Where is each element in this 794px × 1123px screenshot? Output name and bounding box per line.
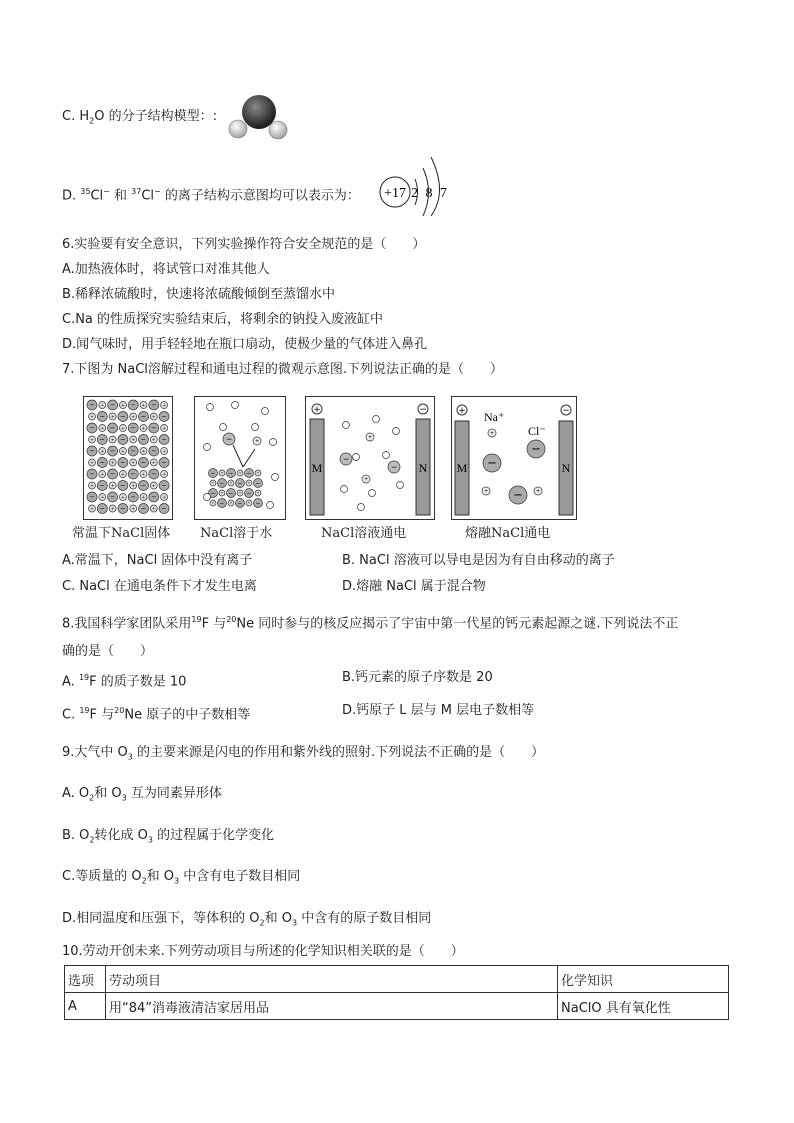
row-a-knowledge: NaClO 具有氧化性 [558, 993, 729, 1020]
svg-text:+: + [120, 495, 125, 501]
panel-solution-electrolysis [305, 396, 435, 520]
svg-text:−: − [109, 424, 116, 432]
svg-text:+: + [458, 406, 466, 416]
water-molecule [207, 404, 214, 411]
svg-text:−: − [161, 458, 167, 467]
dissolving-diagram [195, 397, 285, 519]
svg-text:−: − [120, 504, 126, 513]
q5-option-c [62, 108, 217, 131]
svg-text:+: + [141, 472, 146, 478]
q6-stem: 6.实验要有安全意识，下列实验操作符合安全规范的是（ ） [62, 237, 426, 252]
molten-label-m: M [456, 461, 468, 475]
svg-text:+: + [110, 460, 115, 466]
svg-text:+: + [367, 434, 373, 441]
q8-stem-line1: 8.我国科学家团队采用$^{19}$F 与$^{20}$Ne 同时参与的核反应揭示了宇宙中第一代星的钙元素起源之谜.下列说法不正 [62, 615, 679, 632]
svg-text:−: − [237, 500, 243, 507]
svg-text:+: + [131, 460, 136, 466]
water-molecule [204, 494, 211, 501]
svg-text:−: − [219, 480, 225, 487]
header-chem-knowledge: 化学知识 [558, 966, 729, 993]
q8-option-c: C. $^{19}$F 与$^{20}$Ne 原子的中子数相等 [62, 706, 251, 723]
water-molecule [204, 444, 211, 451]
svg-text:−: − [89, 424, 95, 432]
svg-text:+: + [141, 403, 146, 409]
svg-text:+: + [90, 460, 94, 466]
svg-text:+: + [131, 437, 136, 443]
svg-text:−: − [161, 504, 167, 513]
water-molecule-model [222, 92, 294, 144]
solution-water-molecule [393, 428, 400, 435]
svg-text:−: − [99, 412, 106, 421]
q6-option-d: D.闻气味时，用手轻轻地在瓶口扇动，使极少量的气体进入鼻孔 [62, 337, 428, 352]
header-option: 选项 [65, 966, 106, 993]
row-a-project: 用“84”消毒液清洁家居用品 [106, 993, 558, 1020]
cl-ion-label: Cl⁻ [528, 424, 546, 438]
svg-text:+: + [489, 430, 495, 437]
q6-option-a: A.加热液体时，将试管口对准其他人 [62, 262, 270, 277]
solution-water-molecule [369, 490, 376, 497]
svg-text:−: − [151, 447, 157, 455]
svg-text:−: − [342, 454, 350, 464]
nucleus-charge: +17 [384, 186, 406, 201]
svg-text:+: + [229, 500, 233, 506]
svg-text:−: − [390, 462, 398, 472]
caption-molten: 熔融NaCl通电 [465, 526, 551, 541]
water-molecule [262, 408, 269, 415]
svg-text:−: − [161, 481, 167, 490]
q10-table [64, 965, 729, 1020]
molten-label-n: N [561, 461, 571, 475]
table-row [65, 993, 729, 1020]
panel-molten-electrolysis [451, 396, 577, 520]
q9-option-a: A. $O_2$和 $O_3$ 互为同素异形体 [62, 786, 222, 803]
svg-text:−: − [151, 470, 157, 478]
svg-text:−: − [109, 470, 116, 478]
arrow-1 [233, 445, 243, 467]
svg-text:−: − [130, 447, 136, 455]
svg-text:+: + [100, 449, 105, 455]
svg-text:+: + [151, 483, 156, 489]
q7-option-d: D.熔融 NaCl 属于混合物 [342, 579, 486, 594]
svg-text:+: + [131, 483, 136, 489]
svg-text:+: + [120, 426, 125, 432]
water-molecule [270, 439, 277, 446]
svg-text:−: − [120, 458, 126, 467]
solution-water-molecule [397, 482, 404, 489]
q10-stem: 10.劳动开创未来.下列劳动项目与所述的化学知识相关联的是（ ） [62, 944, 464, 959]
q5-d-suffix: 的离子结构示意图均可以表示为： [160, 188, 360, 204]
q5-d-mass-37: 37 [131, 187, 142, 196]
svg-text:−: − [109, 493, 116, 501]
svg-text:+: + [483, 488, 489, 495]
svg-text:+: + [162, 403, 167, 409]
svg-text:−: − [246, 490, 252, 497]
svg-text:+: + [211, 500, 215, 506]
svg-text:−: − [89, 470, 95, 478]
q9-option-c: C.等质量的 $O_2$和 $O_3$ 中含有电子数目相同 [62, 869, 301, 886]
svg-text:+: + [100, 472, 105, 478]
svg-text:−: − [531, 441, 541, 456]
nacl-lattice [84, 397, 172, 519]
svg-text:+: + [256, 490, 260, 496]
solution-water-molecule [358, 504, 365, 511]
svg-text:−: − [237, 480, 243, 487]
label-n: N [418, 461, 428, 475]
svg-text:−: − [89, 447, 95, 455]
svg-text:+: + [110, 506, 115, 512]
svg-text:−: − [120, 412, 126, 421]
svg-text:+: + [90, 414, 94, 420]
svg-text:−: − [210, 490, 216, 497]
svg-text:+: + [131, 506, 136, 512]
q8-option-b: B.钙元素的原子序数是 20 [342, 670, 493, 685]
svg-text:+: + [110, 437, 115, 443]
water-molecule [252, 424, 259, 431]
svg-text:+: + [120, 403, 125, 409]
svg-text:−: − [130, 401, 136, 409]
q5-d-cl-1: Cl [90, 188, 104, 204]
hydrogen-atom-right [269, 121, 287, 139]
svg-text:+: + [151, 506, 156, 512]
svg-text:+: + [131, 414, 136, 420]
svg-text:+: + [247, 500, 251, 506]
q7-option-a: A.常温下，NaCl 固体中没有离子 [62, 553, 253, 568]
q5-c-suffix: O 的分子结构模型：: [94, 109, 217, 124]
svg-text:+: + [535, 488, 541, 495]
q8-option-d: D.钙原子 L 层与 M 层电子数相等 [342, 703, 535, 718]
svg-text:−: − [130, 493, 136, 501]
svg-text:−: − [151, 401, 157, 409]
svg-text:−: − [89, 401, 95, 409]
q5-c-sub: 2 [89, 116, 95, 126]
q9-stem: 9.大气中 $O_3$ 的主要来源是闪电的作用和紫外线的照射.下列说法不正确的是（ ） [62, 745, 545, 762]
svg-text:−: − [419, 405, 427, 415]
q7-option-c: C. NaCl 在通电条件下才发生电离 [62, 579, 257, 594]
arrow-2 [243, 449, 255, 467]
svg-text:+: + [110, 483, 115, 489]
svg-text:−: − [151, 493, 157, 501]
svg-text:+: + [220, 490, 224, 496]
svg-text:+: + [120, 472, 125, 478]
svg-text:+: + [100, 403, 105, 409]
svg-text:−: − [140, 412, 147, 421]
water-molecule [232, 402, 239, 409]
svg-text:+: + [100, 495, 105, 501]
q6-option-b: B.稀释浓硫酸时，快速将浓硫酸倾倒至蒸馏水中 [62, 287, 336, 302]
q5-d-cl-2: Cl [141, 188, 155, 204]
svg-text:−: − [228, 490, 234, 497]
svg-text:−: − [161, 435, 167, 444]
q9-option-b: B. $O_2$转化成 $O_3$ 的过程属于化学变化 [62, 828, 275, 845]
q5-option-d [62, 183, 360, 205]
svg-text:+: + [100, 426, 105, 432]
svg-text:+: + [162, 495, 167, 501]
svg-text:−: − [109, 447, 116, 455]
q8-stem-line2: 确的是（ ） [62, 644, 154, 659]
svg-text:−: − [99, 458, 106, 467]
svg-text:−: − [487, 455, 497, 470]
svg-text:−: − [120, 435, 126, 444]
svg-text:−: − [109, 401, 116, 409]
svg-text:+: + [247, 480, 251, 486]
svg-text:−: − [89, 493, 95, 501]
panel-dissolving [194, 396, 286, 520]
q6-option-c: C.Na 的性质探究实验结束后，将剩余的钠投入废液缸中 [62, 312, 384, 327]
svg-text:+: + [220, 470, 224, 476]
svg-text:+: + [141, 495, 146, 501]
panel-solid-nacl [83, 396, 173, 520]
svg-text:−: − [151, 424, 157, 432]
svg-text:−: − [562, 406, 570, 416]
svg-text:+: + [229, 480, 233, 486]
solution-water-molecule [373, 416, 380, 423]
molten-electrolysis-diagram [452, 397, 576, 519]
svg-text:−: − [140, 504, 147, 513]
svg-text:+: + [120, 449, 125, 455]
caption-solid: 常温下NaCl固体 [72, 526, 171, 541]
svg-text:−: − [219, 500, 225, 507]
row-a-option: A [65, 993, 106, 1020]
water-molecule [220, 424, 227, 431]
label-m: M [311, 461, 323, 475]
svg-text:+: + [110, 414, 115, 420]
q5-c-prefix: C. H [62, 109, 90, 124]
svg-text:+: + [238, 490, 242, 496]
svg-text:−: − [225, 434, 233, 444]
caption-dissolving: NaCl溶于水 [200, 526, 273, 541]
q7-stem: 7.下图为 NaCl溶解过程和通电过程的微观示意图.下列说法正确的是（ ） [62, 362, 504, 377]
svg-text:−: − [99, 481, 106, 490]
q5-d-charge-1: − [103, 187, 110, 196]
q5-d-charge-2: − [154, 187, 161, 196]
q5-d-and: 和 [109, 188, 132, 204]
svg-text:+: + [256, 470, 260, 476]
svg-text:+: + [162, 449, 167, 455]
svg-text:+: + [363, 476, 369, 483]
caption-solution: NaCl溶液通电 [321, 526, 407, 541]
svg-text:+: + [151, 414, 156, 420]
svg-text:−: − [210, 470, 216, 477]
svg-text:+: + [238, 470, 242, 476]
svg-text:+: + [211, 480, 215, 486]
q7-option-b: B. NaCl 溶液可以导电是因为有自由移动的离子 [342, 553, 615, 568]
header-labor-project: 劳动项目 [106, 966, 558, 993]
svg-text:+: + [141, 426, 146, 432]
solution-electrolysis-diagram [306, 397, 434, 519]
svg-text:+: + [141, 449, 146, 455]
svg-text:−: − [246, 470, 252, 477]
q9-option-d: D.相同温度和压强下，等体积的 $O_2$和 $O_3$ 中含有的原子数目相同 [62, 911, 432, 928]
svg-text:+: + [90, 483, 94, 489]
svg-text:−: − [130, 470, 136, 478]
chlorine-ion-structure-diagram [378, 152, 456, 218]
solution-water-molecule [343, 422, 350, 429]
svg-text:+: + [151, 437, 156, 443]
solution-water-molecule [353, 454, 360, 461]
svg-text:−: − [228, 470, 234, 477]
svg-text:+: + [313, 405, 321, 415]
hydrogen-atom-left [229, 120, 247, 138]
svg-text:−: − [140, 481, 147, 490]
svg-text:−: − [130, 424, 136, 432]
solution-water-molecule [383, 452, 390, 459]
oxygen-atom [242, 95, 276, 129]
svg-text:+: + [90, 506, 94, 512]
q8-option-a: A. $^{19}$F 的质子数是 10 [62, 673, 187, 690]
svg-text:+: + [90, 437, 94, 443]
table-header-row [65, 966, 729, 993]
water-molecule [272, 474, 279, 481]
svg-text:−: − [99, 504, 106, 513]
svg-text:−: − [99, 435, 106, 444]
svg-text:−: − [513, 487, 523, 502]
svg-text:−: − [255, 480, 261, 487]
q5-d-mass-35: 35 [80, 187, 91, 196]
svg-text:+: + [162, 472, 167, 478]
solution-water-molecule [341, 486, 348, 493]
svg-text:−: − [140, 435, 147, 444]
svg-text:−: − [140, 458, 147, 467]
svg-text:+: + [151, 460, 156, 466]
na-ion-label: Na⁺ [484, 410, 505, 424]
svg-text:+: + [254, 438, 260, 445]
electron-shells: 2 8 7 [411, 186, 449, 201]
svg-text:−: − [161, 412, 167, 421]
svg-text:−: − [255, 500, 261, 507]
svg-text:−: − [120, 481, 126, 490]
q5-d-prefix: D. [62, 188, 81, 204]
svg-text:+: + [162, 426, 167, 432]
water-molecule [267, 502, 274, 509]
